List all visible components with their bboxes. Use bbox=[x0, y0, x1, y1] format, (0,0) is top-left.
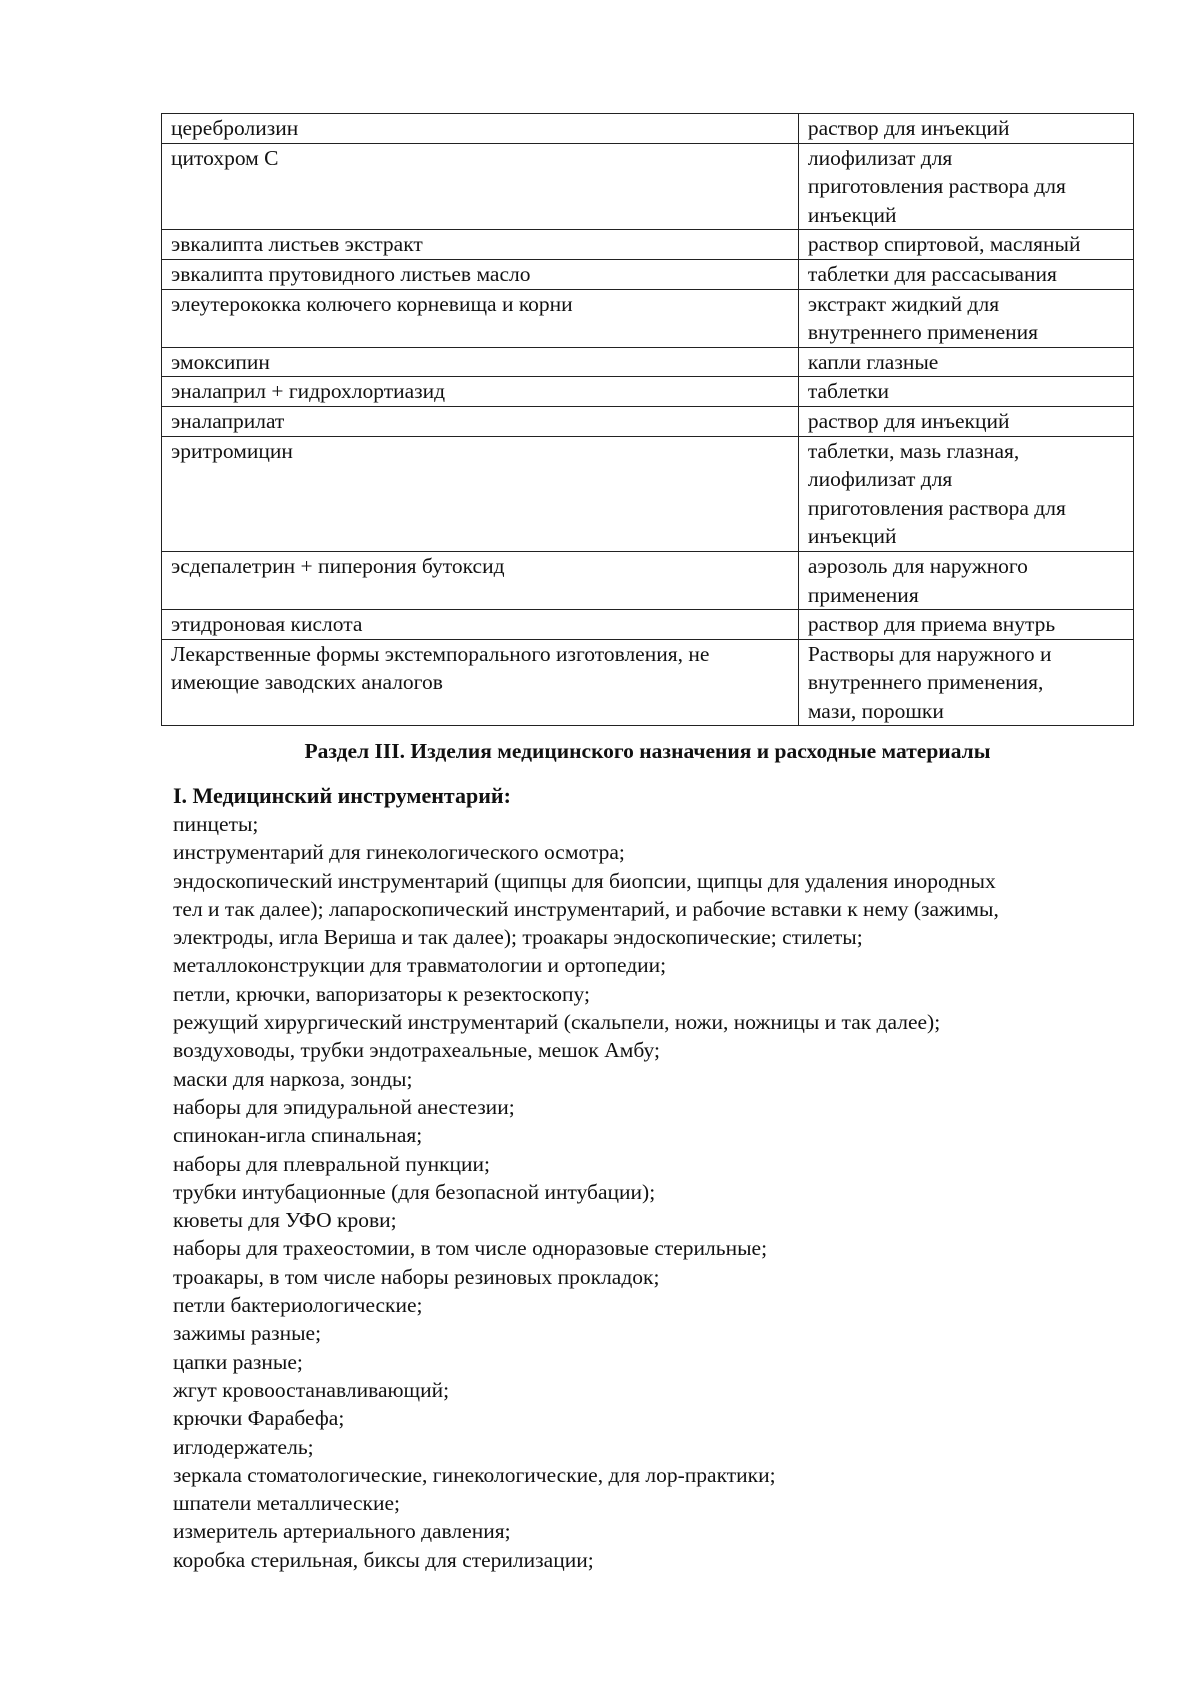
drug-name-cell bbox=[162, 347, 799, 377]
list-item: инструментарий для гинекологического осмотра; bbox=[173, 840, 625, 865]
drug-form: таблетки, мазь глазная, лиофилизат для приготовления раствора для инъекций bbox=[807, 438, 1066, 549]
table-row bbox=[162, 551, 1134, 609]
list-item: наборы для эпидуральной анестезии; bbox=[173, 1094, 515, 1119]
drug-form: раствор для приема внутрь bbox=[807, 612, 1056, 637]
drug-form-cell bbox=[798, 436, 1133, 551]
table-row bbox=[162, 289, 1134, 347]
list-item: наборы для трахеостомии, в том числе одноразовые стерильные; bbox=[173, 1236, 768, 1261]
drug-table-body bbox=[162, 114, 1134, 726]
list-item: крючки Фарабефа; bbox=[173, 1406, 345, 1431]
drug-name-cell bbox=[162, 143, 799, 230]
table-row bbox=[162, 259, 1134, 289]
drug-form-cell bbox=[798, 143, 1133, 230]
drug-name: эналаприл + гидрохлортиазид bbox=[171, 379, 446, 404]
table-row bbox=[162, 114, 1134, 144]
drug-form: раствор спиртовой, масляный bbox=[807, 232, 1081, 257]
drug-form-cell bbox=[798, 259, 1133, 289]
list-item: воздуховоды, трубки эндотрахеальные, мешок Амбу; bbox=[173, 1038, 660, 1063]
list-item: жгут кровоостанавливающий; bbox=[173, 1377, 450, 1402]
drug-name: Лекарственные формы экстемпорального изготовления, не имеющие заводских аналогов bbox=[171, 641, 710, 695]
instrument-list bbox=[173, 810, 1133, 1574]
list-item: троакары, в том числе наборы резиновых прокладок; bbox=[173, 1264, 660, 1289]
drug-name: цитохром С bbox=[171, 145, 279, 170]
table-row bbox=[162, 406, 1134, 436]
drug-name: элеутерококка колючего корневища и корни bbox=[171, 291, 573, 316]
drug-form: аэрозоль для наружного применения bbox=[807, 553, 1028, 607]
drug-name-cell bbox=[162, 289, 799, 347]
drug-form-cell bbox=[798, 377, 1133, 407]
drug-name-cell bbox=[162, 639, 799, 726]
drug-name: эвкалипта листьев экстракт bbox=[171, 232, 423, 257]
table-row bbox=[162, 230, 1134, 260]
list-item: эндоскопический инструментарий (щипцы для биопсии, щипцы для удаления инородных bbox=[173, 868, 996, 893]
table-row bbox=[162, 143, 1134, 230]
drug-form-cell bbox=[798, 639, 1133, 726]
list-item: иглодержатель; bbox=[173, 1434, 314, 1459]
drug-name: эритромицин bbox=[171, 438, 293, 463]
drug-form-cell bbox=[798, 230, 1133, 260]
drug-table bbox=[161, 113, 1134, 726]
drug-name-cell bbox=[162, 551, 799, 609]
section-title: Раздел III. Изделия медицинского назначения и расходные материалы bbox=[304, 739, 991, 763]
table-row bbox=[162, 639, 1134, 726]
drug-name-cell bbox=[162, 406, 799, 436]
drug-name-cell bbox=[162, 230, 799, 260]
drug-name: эсдепалетрин + пиперония бутоксид bbox=[171, 553, 505, 578]
drug-form-cell bbox=[798, 551, 1133, 609]
drug-name: этидроновая кислота bbox=[171, 612, 363, 637]
list-item: коробка стерильная, биксы для стерилизации; bbox=[173, 1547, 594, 1572]
drug-name-cell bbox=[162, 377, 799, 407]
drug-form: раствор для инъекций bbox=[807, 408, 1010, 433]
list-item: пинцеты; bbox=[173, 812, 259, 836]
drug-form: капли глазные bbox=[807, 349, 939, 374]
drug-form-cell bbox=[798, 347, 1133, 377]
table-row bbox=[162, 436, 1134, 551]
list-item: маски для наркоза, зонды; bbox=[173, 1066, 413, 1091]
drug-form-cell bbox=[798, 610, 1133, 640]
drug-form-cell bbox=[798, 114, 1133, 144]
drug-name: эвкалипта прутовидного листьев масло bbox=[171, 261, 531, 286]
drug-form: таблетки bbox=[807, 379, 890, 404]
drug-form: экстракт жидкий для внутреннего применения bbox=[807, 291, 1039, 345]
drug-form: лиофилизат для приготовления раствора для инъекций bbox=[807, 145, 1066, 227]
list-item: металлоконструкции для травматологии и ортопедии; bbox=[173, 953, 667, 978]
drug-name-cell bbox=[162, 610, 799, 640]
list-item: петли, крючки, вапоризаторы к резектоскопу; bbox=[173, 981, 590, 1006]
drug-form: Растворы для наружного и внутреннего применения, мази, порошки bbox=[807, 641, 1052, 723]
list-item: режущий хирургический инструментарий (скальпели, ножи, ножницы и так далее); bbox=[173, 1010, 941, 1035]
list-item: трубки интубационные (для безопасной интубации); bbox=[173, 1179, 656, 1204]
table-row bbox=[162, 610, 1134, 640]
drug-form: раствор для инъекций bbox=[807, 116, 1010, 140]
drug-form: таблетки для рассасывания bbox=[807, 261, 1057, 286]
list-item: петли бактериологические; bbox=[173, 1293, 423, 1318]
list-item: тел и так далее); лапароскопический инструментарий, и рабочие вставки к нему (зажимы, bbox=[173, 896, 999, 921]
drug-form-cell bbox=[798, 406, 1133, 436]
list-item: зажимы разные; bbox=[173, 1321, 322, 1346]
drug-name: церебролизин bbox=[171, 116, 299, 140]
list-item: цапки разные; bbox=[173, 1349, 303, 1374]
drug-name-cell bbox=[162, 259, 799, 289]
list-item: электроды, игла Вериша и так далее); троакары эндоскопические; стилеты; bbox=[173, 925, 863, 950]
list-item: спинокан-игла спинальная; bbox=[173, 1123, 423, 1148]
list-item: шпатели металлические; bbox=[173, 1491, 400, 1516]
drug-name: эналаприлат bbox=[171, 408, 285, 433]
list-item: кюветы для УФО крови; bbox=[173, 1208, 397, 1233]
drug-name: эмоксипин bbox=[171, 349, 270, 374]
list-item: измеритель артериального давления; bbox=[173, 1519, 511, 1544]
subsection-title: I. Медицинский инструментарий: bbox=[173, 783, 511, 808]
table-row bbox=[162, 347, 1134, 377]
table-row bbox=[162, 377, 1134, 407]
drug-name-cell bbox=[162, 114, 799, 144]
list-item: наборы для плевральной пункции; bbox=[173, 1151, 491, 1176]
drug-form-cell bbox=[798, 289, 1133, 347]
list-item: зеркала стоматологические, гинекологические, для лор-практики; bbox=[173, 1462, 776, 1487]
drug-name-cell bbox=[162, 436, 799, 551]
